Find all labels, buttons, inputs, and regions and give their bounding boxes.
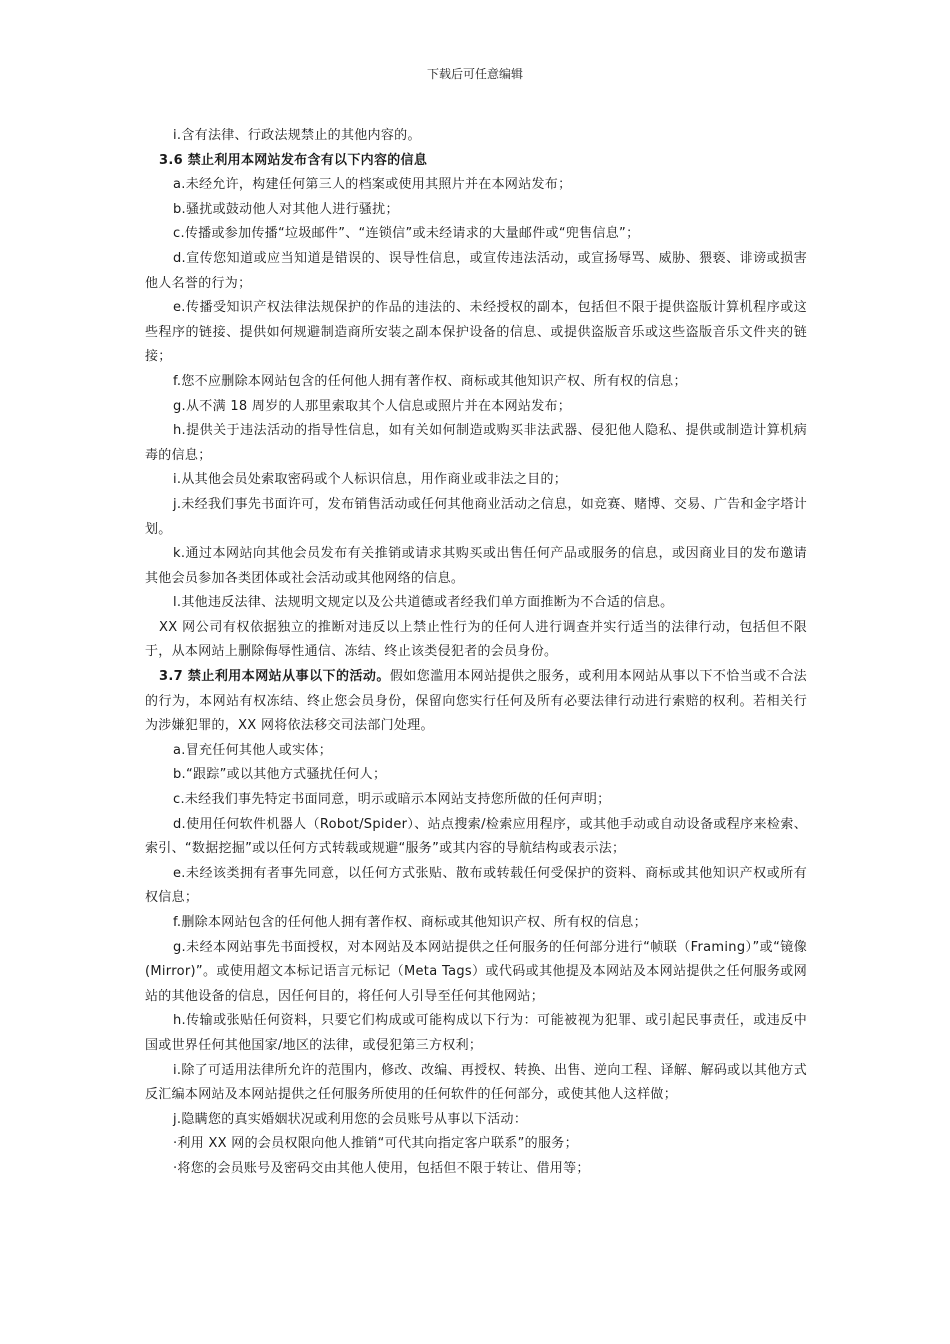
clause-item: d.使用任何软件机器人（Robot/Spider）、站点搜索/检索应用程序，或其他手动或自动设备或程序来检索、索引、“数据挖掘”或以任何方式转载或规避“服务”或其内容的导航结构或表示法； bbox=[145, 816, 807, 857]
page-header: 下载后可任意编辑 bbox=[426, 67, 523, 81]
clause-item: i.从其他会员处索取密码或个人标识信息，用作商业或非法之目的； bbox=[173, 472, 568, 488]
clause-item: d.宣传您知道或应当知道是错误的、误导性信息，或宣传违法活动，或宣扬辱骂、威胁、猥亵、诽谤或损害他人名誉的行为； bbox=[145, 250, 807, 291]
clause-item: a.冒充任何其他人或实体； bbox=[173, 742, 332, 758]
section-heading: 3.7 禁止利用本网站从事以下的活动。 bbox=[159, 669, 390, 685]
clause-item: f.您不应删除本网站包含的任何他人拥有著作权、商标或其他知识产权、所有权的信息； bbox=[173, 373, 687, 389]
clause-item: j.未经我们事先书面许可，发布销售活动或任何其他商业活动之信息，如竞赛、赌博、交易、广告和金字塔计划。 bbox=[145, 496, 807, 537]
clause-item: c.未经我们事先特定书面同意，明示或暗示本网站支持您所做的任何声明； bbox=[173, 792, 611, 808]
clause-item: e.未经该类拥有者事先同意，以任何方式张贴、散布或转载任何受保护的资料、商标或其他知识产权或所有权信息； bbox=[145, 865, 807, 906]
clause-item: j.隐瞒您的真实婚姻状况或利用您的会员账号从事以下活动： bbox=[173, 1111, 528, 1127]
clause-item: k.通过本网站向其他会员发布有关推销或请求其购买或出售任何产品或服务的信息，或因商业目的发布邀请其他会员参加各类团体或社会活动或其他网络的信息。 bbox=[145, 546, 807, 586]
bullet-item: ·将您的会员账号及密码交由其他人使用，包括但不限于转让、借用等； bbox=[173, 1160, 590, 1176]
clause-item: i.含有法律、行政法规禁止的其他内容的。 bbox=[173, 128, 421, 143]
clause-item: f.删除本网站包含的任何他人拥有著作权、商标或其他知识产权、所有权的信息； bbox=[173, 915, 647, 930]
clause-item: i.除了可适用法律所允许的范围内，修改、改编、再授权、转换、出售、逆向工程、译解、解码或以其他方式反汇编本网站及本网站提供之任何服务所使用的任何软件的任何部分，或使其他人这样做； bbox=[145, 1062, 807, 1103]
bullet-item: ·利用 XX 网的会员权限向他人推销“可代其向指定客户联系”的服务； bbox=[173, 1136, 578, 1152]
clause-item: c.传播或参加传播“垃圾邮件”、“连锁信”或未经请求的大量邮件或“兜售信息”； bbox=[173, 226, 640, 242]
document-body bbox=[145, 124, 807, 1182]
clause-item: h.提供关于违法活动的指导性信息，如有关如何制造或购买非法武器、侵犯他人隐私、提供或制造计算机病毒的信息； bbox=[145, 423, 807, 463]
section-37-body: 假如您滥用本网站提供之服务，或利用本网站从事以下不恰当或不合法的行为，本网站有权冻结、终止您会员身份，保留向您实行任何及所有必要法律行动进行索赔的权利。若相关行为涉嫌犯罪的，XX 网将依法移交司法部门处理。 bbox=[145, 669, 807, 734]
clause-item: a.未经允许，构建任何第三人的档案或使用其照片并在本网站发布； bbox=[173, 177, 572, 193]
clause-item: g.从不满 18 周岁的人那里索取其个人信息或照片并在本网站发布； bbox=[173, 398, 572, 414]
clause-item: b.“跟踪”或以其他方式骚扰任何人； bbox=[173, 767, 387, 783]
company-rights-paragraph: XX 网公司有权依据独立的推断对违反以上禁止性行为的任何人进行调查并实行适当的法律行动，包括但不限于，从本网站上删除侮辱性通信、冻结、终止该类侵犯者的会员身份。 bbox=[145, 619, 807, 660]
clause-item: e.传播受知识产权法律法规保护的作品的违法的、未经授权的副本，包括但不限于提供盗版计算机程序或这些程序的链接、提供如何规避制造商所安装之副本保护设备的信息、或提供盗版音乐或这些盗版音乐文件夹的链接； bbox=[145, 300, 807, 365]
section-37-paragraph bbox=[145, 665, 807, 739]
clause-item: b.骚扰或鼓动他人对其他人进行骚扰； bbox=[173, 201, 399, 217]
clause-item: h.传输或张贴任何资料，只要它们构成或可能构成以下行为：可能被视为犯罪、或引起民事责任，或违反中国或世界任何其他国家/地区的法律，或侵犯第三方权利； bbox=[145, 1013, 807, 1053]
section-heading: 3.6 禁止利用本网站发布含有以下内容的信息 bbox=[159, 152, 428, 168]
clause-item: l.其他违反法律、法规明文规定以及公共道德或者经我们单方面推断为不合适的信息。 bbox=[173, 595, 674, 611]
clause-item: g.未经本网站事先书面授权，对本网站及本网站提供之任何服务的任何部分进行“帧联（Framing）”或“镜像(Mirror)”。或使用超文本标记语言元标记（Meta Tags）或代码或其他提及本网站及本网站提供之任何服务或网站的其他设备的信息，因任何目的，将任何人引导至任何其他网站； bbox=[145, 939, 807, 1004]
